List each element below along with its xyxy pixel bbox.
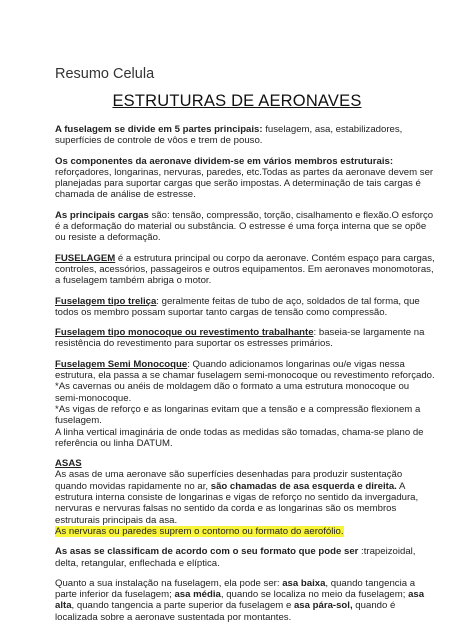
paragraph-text: : Quando adicionamos longarinas ou/e vigas nessa estrutura, ela passa a se chamar fuselagem semi-monocoque ou revestimento reforçado.	[55, 358, 435, 382]
paragraph-text: : geralmente feitas de tubo de aço, soldados de tal forma, que todos os membro possam suportar tanto cargas de tensão como compressão.	[55, 295, 420, 318]
bold-text: asa média	[174, 589, 221, 601]
paragraph-text: quando é localizada sobre a aeronave sustentada por montantes.	[55, 600, 396, 623]
paragraph-text: A estrutura interna consiste de longarinas e vigas de reforço no sentido da invergadura, nervuras e nervuras falsas no sentido da corda e as longarinas são os membros estruturais principais da asa.	[55, 480, 419, 526]
bold-lead: As asas se classificam de acordo com o seu formato que pode ser	[55, 546, 359, 558]
bold-lead: A fuselagem se divide em 5 partes principais:	[55, 124, 263, 135]
bold-text: asa baixa	[282, 577, 326, 589]
paragraph-line: *As vigas de reforço e as longarinas evitam que a tensão e a compressão flexionem a fuselagem.	[55, 403, 421, 427]
paragraph-text: : baseia-se largamente na resistência do revestimento para suportar os estresses primários.	[55, 327, 425, 350]
paragraph-components	[55, 156, 435, 201]
paragraph-text: :trapeizoidal, delta, retangular, enflechada e elíptica.	[55, 546, 416, 569]
paragraph-text: , quando tangencia a parte superior da fuselagem e	[71, 600, 294, 612]
paragraph-text: fuselagem, asa, estabilizadores, superfícies de controle de vôos e trem de pouso.	[55, 124, 403, 147]
section-heading: FUSELAGEM	[55, 252, 116, 264]
bold-text: são chamadas de asa esquerda e direita.	[210, 480, 397, 492]
paragraph-text: reforçadores, longarinas, nervuras, paredes, etc.Todas as partes da aeronave devem ser planejadas para suportar cargas que serão impostas. A determinação de tais cargas é chamada de análise de estresse.	[55, 166, 434, 201]
paragraph-fuselage-parts	[55, 124, 435, 147]
bold-text: asa alta	[55, 589, 425, 612]
paragraph-wing-shapes	[55, 546, 435, 569]
bold-lead: As principais cargas	[55, 209, 149, 221]
subsection-heading: Fuselagem Semi Monocoque	[55, 358, 188, 370]
bold-text: asa pára-sol,	[293, 600, 353, 612]
document-title: ESTRUTURAS DE AERONAVES	[112, 92, 362, 110]
subsection-heading: Fuselagem tipo treliça	[55, 295, 157, 307]
paragraph-text: são: tensão, compressão, torção, cisalhamento e flexão.O esforço é a deformação do material ou substância. O estresse é uma força interna que se opõe ou resiste a deformação.	[55, 209, 434, 244]
paragraph-text: , quando tangencia a parte inferior da fuselagem;	[55, 577, 416, 601]
highlighted-text: As nervuras ou paredes suprem o contorno ou formato do aerofólio.	[55, 525, 344, 537]
paragraph-wings	[55, 458, 435, 537]
paragraph-semi-monocoque	[55, 359, 435, 449]
paragraph-text: As asas de uma aeronave são superfícies desenhadas para produzir sustentação quando movidas rapidamente no ar,	[55, 469, 403, 492]
paragraph-monocoque	[55, 327, 435, 350]
paragraph-text: é a estrutura principal ou corpo da aeronave. Contém espaço para cargas, controles, acessórios, passageiros e outros equipamentos. Em aeronaves monomotoras, a fuselagem também abriga o motor.	[55, 252, 435, 287]
paragraph-line: A linha vertical imaginária de onde todas as medidas são tomadas, chama-se plano de referência ou linha DATUM.	[55, 426, 424, 449]
paragraph-line: *As cavernas ou anéis de moldagem dão o formato a uma estrutura monocoque ou semi-monocoque.	[55, 381, 410, 404]
bold-lead: Os componentes da aeronave dividem-se em vários membros estruturais:	[55, 155, 394, 167]
paragraph-truss	[55, 296, 435, 319]
paragraph-text: , quando se localiza no meio da fuselagem;	[220, 589, 409, 601]
paragraph-wing-installation	[55, 578, 435, 623]
section-heading: ASAS	[55, 458, 82, 470]
document-body	[55, 124, 435, 632]
paragraph-loads	[55, 210, 435, 244]
paragraph-fuselage	[55, 253, 435, 287]
document-label: Resumo Celula	[55, 66, 155, 82]
subsection-heading: Fuselagem tipo monocoque ou revestimento trabalhante	[55, 327, 314, 339]
paragraph-text: Quanto a sua instalação na fuselagem, ela pode ser:	[55, 577, 283, 589]
